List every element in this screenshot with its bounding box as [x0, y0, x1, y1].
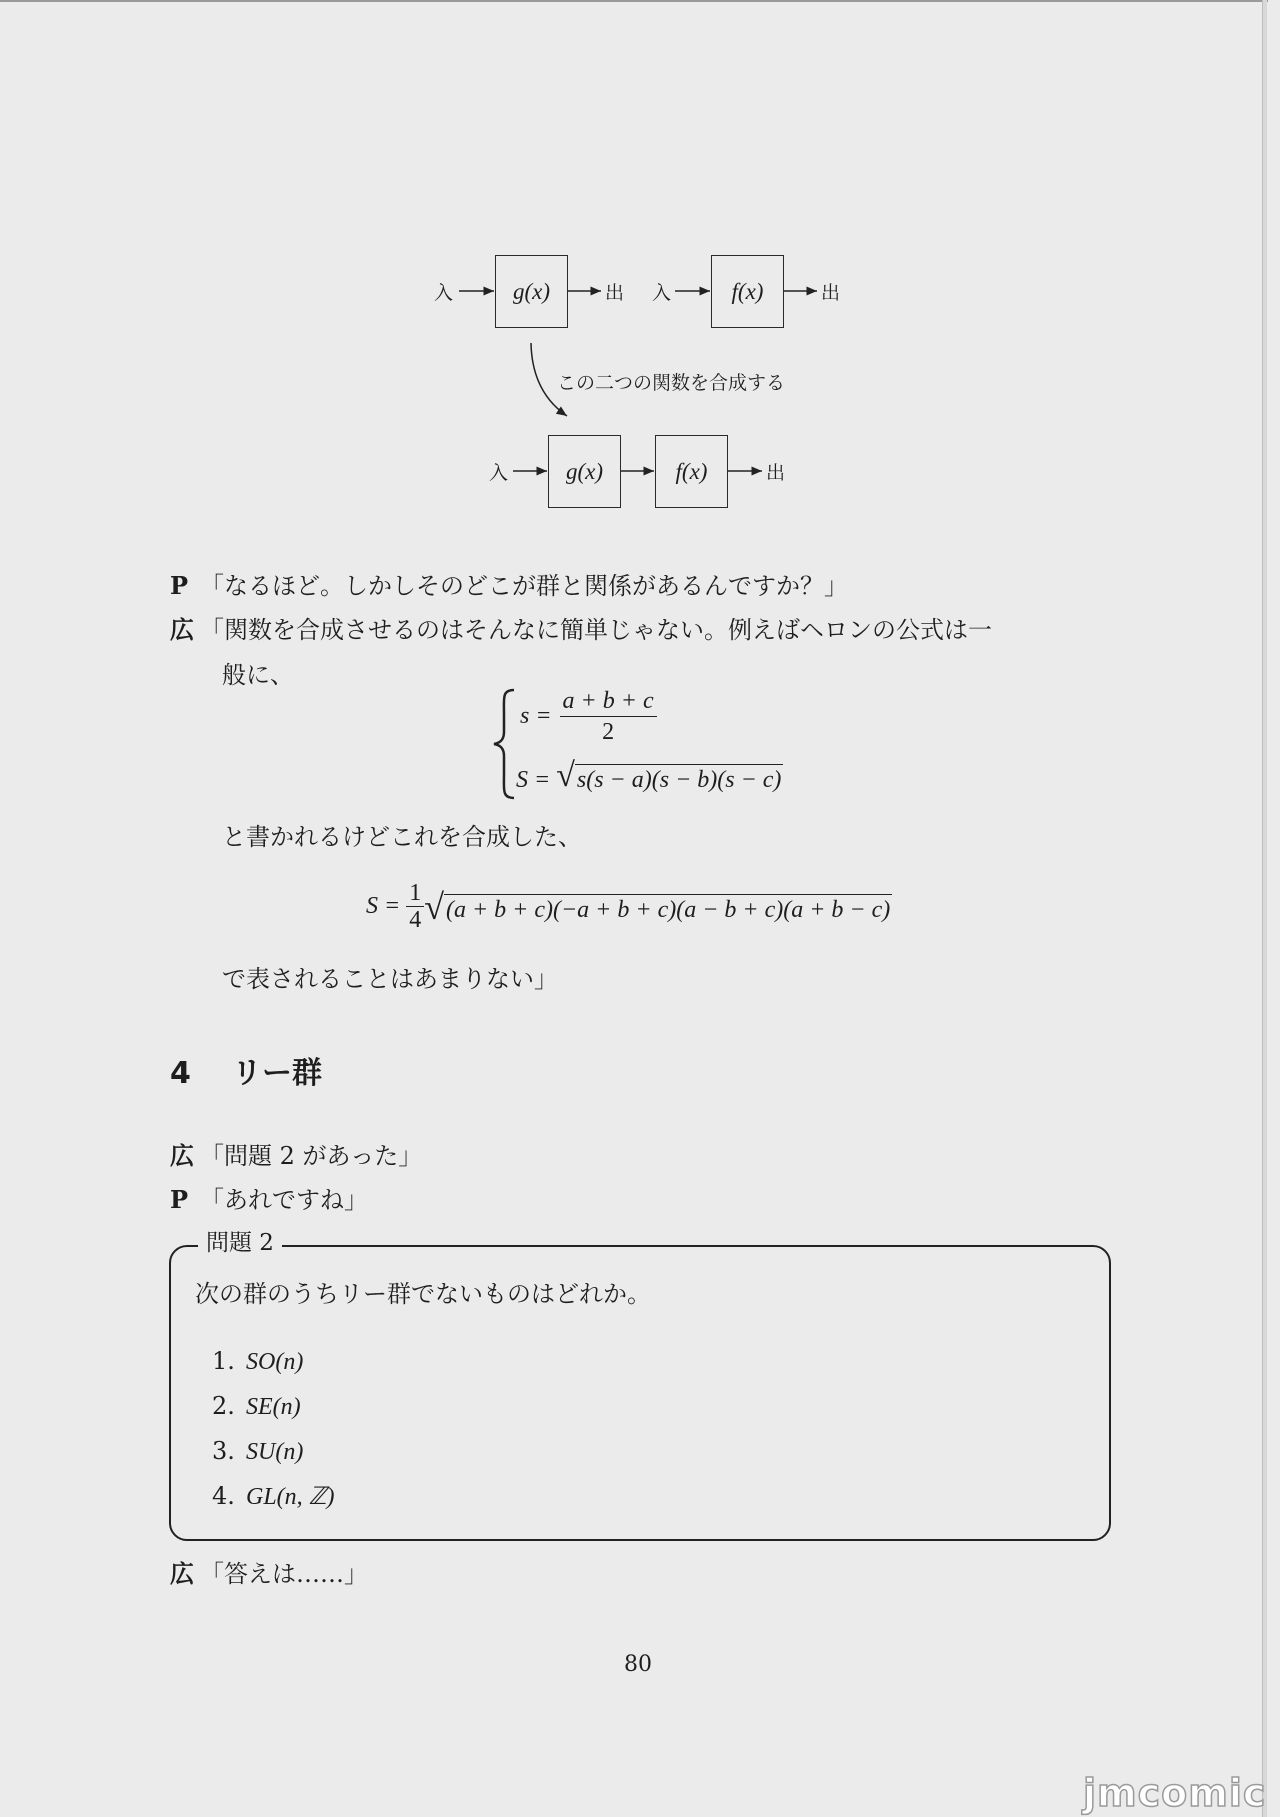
- s-numerator: a + b + c: [560, 686, 657, 717]
- dialogue-line: [170, 1184, 368, 1216]
- combined-lhs: S =: [366, 893, 401, 919]
- sqrt-sign: √: [424, 886, 444, 927]
- s-lhs: s =: [520, 703, 552, 729]
- sqrt-sign: √: [556, 757, 575, 794]
- quarter-numerator: 1: [406, 880, 424, 907]
- option-item: [212, 1339, 335, 1384]
- option-expr: SO(n): [246, 1349, 304, 1375]
- quarter-denominator: 4: [409, 907, 422, 933]
- speaker-label: P: [170, 1185, 189, 1214]
- option-number: 3.: [212, 1437, 235, 1465]
- option-expr: SE(n): [246, 1394, 301, 1420]
- dialogue-continuation: 般に、: [222, 661, 294, 689]
- function-box-g: g(x): [495, 255, 568, 328]
- section-title: リー群: [232, 1056, 322, 1091]
- speaker-label: P: [170, 571, 189, 600]
- diagram-arrows: [0, 0, 1280, 520]
- dialogue-text: 「問題 2 があった」: [200, 1142, 423, 1170]
- option-item: [212, 1474, 335, 1519]
- watermark: jmcomic: [1083, 1771, 1267, 1815]
- combined-formula: [366, 880, 892, 933]
- s-fraction: [560, 686, 657, 747]
- dialogue-line: [170, 1140, 422, 1172]
- dialogue-text: 「関数を合成させるのはそんなに簡単じゃない。例えばヘロンの公式は一: [200, 616, 992, 644]
- diagram-input-label: 入: [434, 282, 454, 304]
- function-box-f: f(x): [711, 255, 784, 328]
- body-text: で表されることはあまりない」: [222, 965, 558, 993]
- diagram-output-label: 出: [766, 462, 786, 484]
- dialogue-line: [170, 570, 848, 602]
- problem-title: 問題 2: [198, 1228, 282, 1258]
- function-box-f: f(x): [655, 435, 728, 508]
- option-number: 2.: [212, 1392, 235, 1420]
- dialogue-text: 「なるほど。しかしそのどこが群と関係があるんですか？」: [200, 572, 848, 600]
- speaker-label: 広: [170, 1141, 194, 1170]
- page-number: 80: [624, 1652, 652, 1677]
- option-item: [212, 1429, 335, 1474]
- S-lhs: S =: [516, 767, 551, 793]
- option-expr: SU(n): [246, 1439, 304, 1465]
- compose-label: この二つの関数を合成する: [557, 372, 786, 394]
- problem-question: 次の群のうちリー群でないものはどれか。: [195, 1280, 651, 1308]
- diagram-output-label: 出: [605, 282, 625, 304]
- option-expr: GL(n, ℤ): [246, 1484, 335, 1510]
- combined-radicand: (a + b + c)(−a + b + c)(a − b + c)(a + b − c): [444, 894, 892, 924]
- dialogue-text: 「あれですね」: [200, 1186, 368, 1214]
- diagram-output-label: 出: [821, 282, 841, 304]
- option-number: 1.: [212, 1347, 235, 1375]
- diagram-input-label: 入: [652, 282, 672, 304]
- heron-s-line: [520, 686, 657, 747]
- dialogue-text: 「答えは……」: [200, 1560, 368, 1588]
- body-text: と書かれるけどこれを合成した、: [222, 823, 582, 851]
- dialogue-line: [170, 1558, 368, 1590]
- option-item: [212, 1384, 335, 1429]
- speaker-label: 広: [170, 615, 194, 644]
- diagram-input-label: 入: [489, 462, 509, 484]
- s-denominator: 2: [602, 719, 615, 745]
- option-number: 4.: [212, 1482, 235, 1510]
- section-heading: [170, 1048, 322, 1092]
- heron-S-line: [516, 758, 783, 794]
- speaker-label: 広: [170, 1559, 194, 1588]
- section-number: 4: [170, 1056, 191, 1091]
- function-box-g: g(x): [548, 435, 621, 508]
- quarter-fraction: [406, 880, 424, 933]
- S-radicand: s(s − a)(s − b)(s − c): [575, 764, 784, 794]
- problem-options: [212, 1339, 335, 1519]
- dialogue-line: [170, 614, 992, 646]
